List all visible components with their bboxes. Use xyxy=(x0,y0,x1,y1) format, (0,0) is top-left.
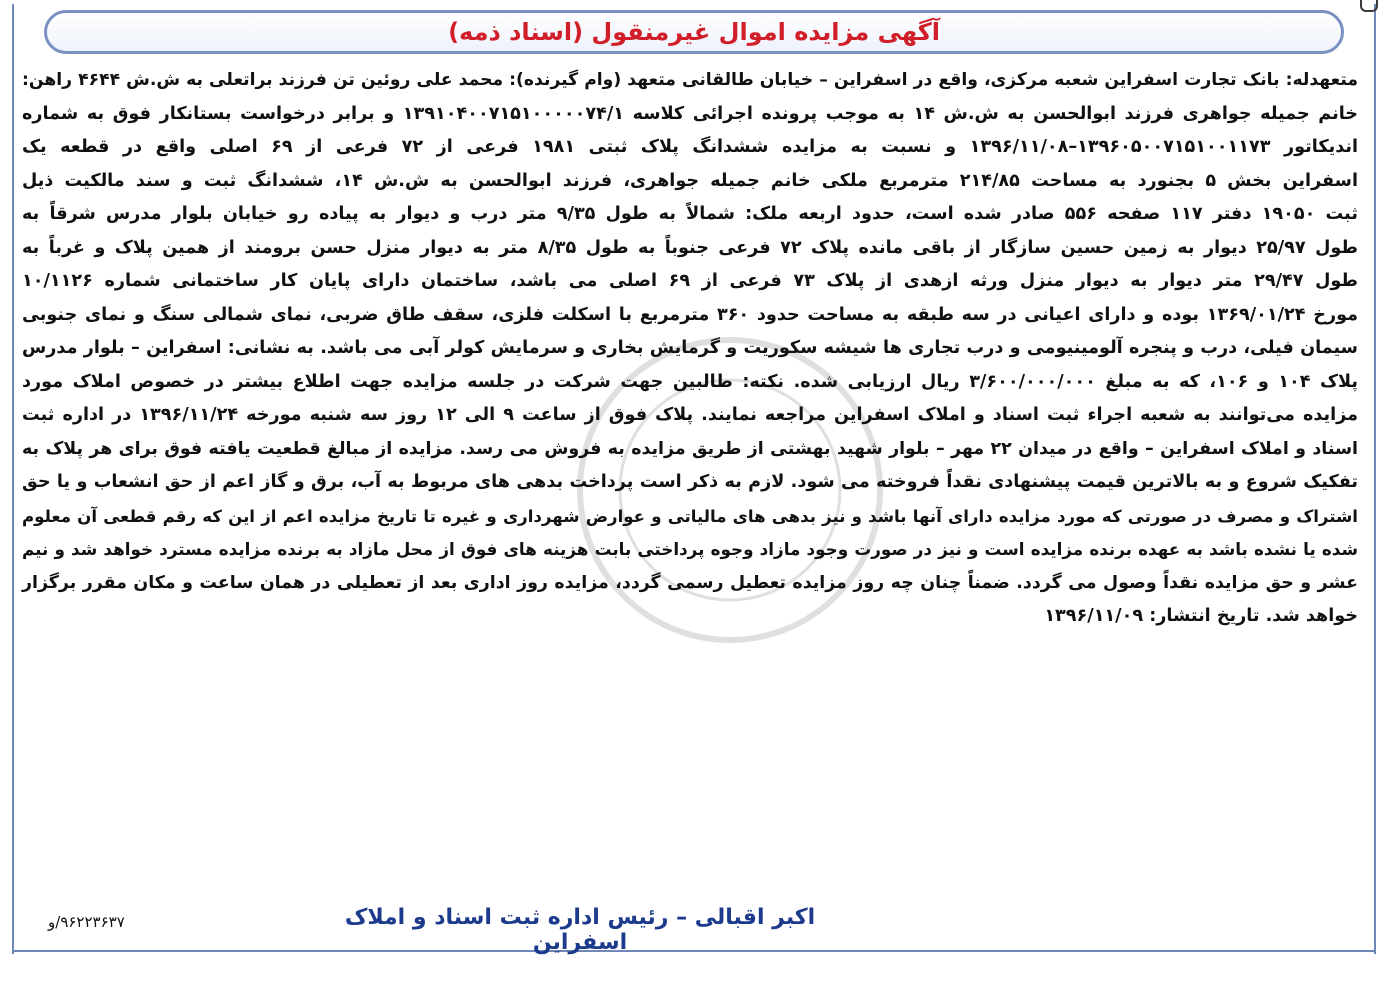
body-line-text: پلاک ۱۰۴ و ۱۰۶، که به مبلغ ۳/۶۰۰/۰۰۰/۰۰۰ ریال ارزیابی شده. xyxy=(793,371,1358,392)
ad-code: ۹۶۲۲۳۶۳۷/و xyxy=(48,913,125,931)
body-line: مزایده می‌توانند به شعبه اجراء ثبت اسناد و املاک اسفراین مراجعه نمایند. پلاک فوق از ساعت ۹ الی ۱۲ روز سه شنبه مورخه ۱۳۹۶/۱۱/۲۴ در اداره ثبت xyxy=(22,405,1359,425)
publish-label: تاریخ انتشار: xyxy=(1149,606,1260,626)
body-line-note xyxy=(22,366,1358,400)
ad-title: آگهی مزایده اموال غیرمنقول (اسناد ذمه) xyxy=(448,18,940,46)
body-line-closing xyxy=(22,600,1358,634)
closing-text: خواهد شد. xyxy=(1265,606,1358,626)
body-line: مورخ ۱۳۶۹/۰۱/۲۴ بوده و دارای اعیانی در سه طبقه به مساحت حدود ۳۶۰ مترمربع با اسکلت فلزی، سقف طاق ضربی، نمای شمالی سنگ و نمای جنوبی xyxy=(22,304,1358,325)
body-line: طول ۲۹/۴۷ متر دیوار به دیوار منزل ورثه ازهدی از پلاک ۷۳ فرعی از ۶۹ اصلی می باشد، ساختمان دارای پایان کار ساختمانی شماره ۱۰/۱۱۲۶ xyxy=(22,271,1358,291)
corner-mark xyxy=(1360,0,1378,12)
title-banner xyxy=(44,10,1344,54)
body-line: عشر و حق مزایده نقداً وصول می گردد. ضمناً چنان چه روز مزایده تعطیل رسمی گردد، مزایده روز اداری بعد از تعطیلی در همان ساعت و مکان مقرر برگزار xyxy=(22,572,1358,593)
body-line: سیمان فیلی، درب و پنجره آلومینیومی و درب تجاری ها شیشه سکوریت و گرمایش بخاری و سرمایش کولر آبی می باشد. به نشانی: اسفراین – بلوار مدرس xyxy=(22,338,1358,358)
body-line: تفکیک شروع و به بالاترین قیمت پیشنهادی نقداً فروخته می شود. لازم به ذکر است پرداخت بدهی های مربوط به آب، برق و گاز اعم از حق انشعاب و یا حق xyxy=(22,472,1358,492)
body-line: طول ۲۵/۹۷ دیوار به زمین حسین سازگار از باقی مانده پلاک ۷۲ فرعی جنوباً به طول ۸/۳۵ متر به دیوار منزل حسن برومند از همین پلاک و غرباً به xyxy=(22,237,1358,258)
body-line: ثبت ۱۹۰۵۰ دفتر ۱۱۷ صفحه ۵۵۶ صادر شده است، حدود اربعه ملک: شمالاً به طول ۹/۳۵ متر درب و دیوار به پیاده رو خیابان بلوار مدرس شرقاً به xyxy=(22,204,1358,224)
note-label: نکته: xyxy=(742,371,785,392)
body-line: متعهدله: بانک تجارت اسفراین شعبه مرکزی، واقع در اسفراین – خیابان طالقانی متعهد (وام گیرنده): محمد علی روئین تن فرزند براتعلی به ش.ش ۴۶۴۴ راهن: xyxy=(22,70,1358,90)
note-text: طالبین جهت شرکت در جلسه مزایده جهت اطلاع بیشتر در خصوص املاک مورد xyxy=(22,371,743,392)
body-line: شده یا نشده باشد به عهده برنده مزایده است و نیز در صورت وجود مازاد وجوه پرداختی بابت هزینه های فوق از محل مازاد به برنده مزایده مسترد خواهد شد و نیم xyxy=(22,539,1358,559)
publish-date: ۱۳۹۶/۱۱/۰۹ xyxy=(1044,606,1144,626)
body-line: اشتراک و مصرف در صورتی که مورد مزایده دارای آنها باشد و نیز بدهی های مالیاتی و عوارض شهرداری و غیره تا تاریخ مزایده اعم از این که رقم قطعی آن معلوم xyxy=(22,506,1358,526)
signature: اکبر اقبالی – رئیس اداره ثبت اسناد و املاک اسفراین xyxy=(344,905,816,955)
body-line: خانم جمیله جواهری فرزند ابوالحسن به ش.ش ۱۴ به موجب پرونده اجرائی کلاسه ۱۳۹۱۰۴۰۰۷۱۵۱۰۰۰۰۰۷۴/۱ و برابر درخواست بستانکار فوق به شماره xyxy=(22,103,1358,124)
body-line: اسفراین بخش ۵ بجنورد به مساحت ۲۱۴/۸۵ مترمربع ملکی خانم جمیله جواهری، فرزند ابوالحسن به ش.ش ۱۴، ششدانگ ثبت و سند مالکیت ذیل xyxy=(22,170,1359,191)
body-line: اسناد و املاک اسفراین – واقع در میدان ۲۲ مهر – بلوار شهید بهشتی از طریق مزایده به فروش می رسد. مزایده از مبالغ قطعیت یافته فوق برای هر پلاک به xyxy=(22,438,1359,459)
body-line: اندیکاتور ۱۳۹۶۰۵۰۰۷۱۵۱۰۰۱۱۷۳–۱۳۹۶/۱۱/۰۸ و نسبت به مزایده ششدانگ پلاک ثبتی ۱۹۸۱ فرعی از ۷۲ فرعی از ۶۹ اصلی واقع در قطعه یک xyxy=(22,137,1358,157)
ad-body xyxy=(22,64,1358,634)
